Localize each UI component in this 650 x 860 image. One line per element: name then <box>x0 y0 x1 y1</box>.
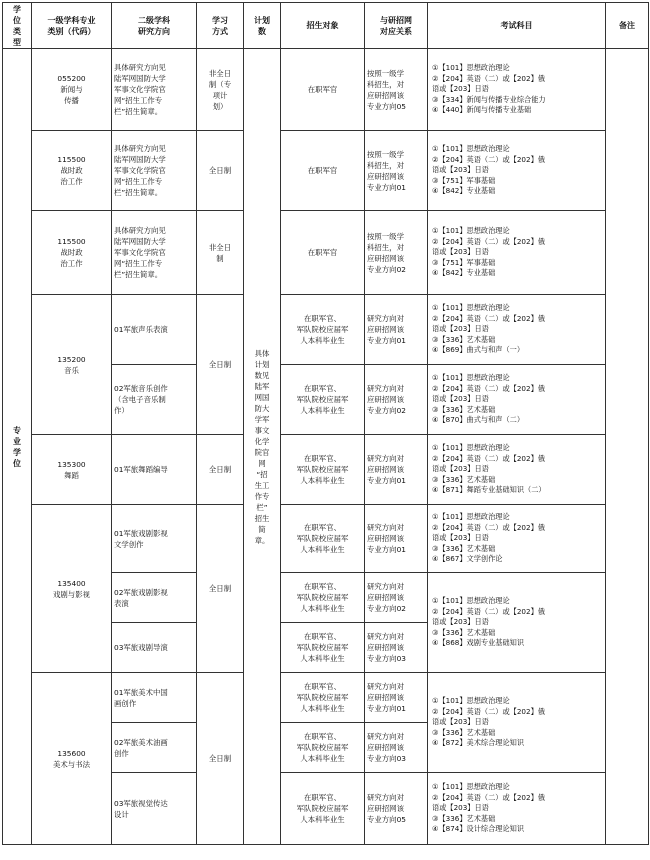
discipline-cell: 055200 新闻与 传播 <box>32 49 112 131</box>
target-cell: 在职军官、 军队院校应届军 人本科毕业生 <box>281 505 365 573</box>
admissions-table <box>2 2 649 845</box>
header-discipline: 一级学科专业 类别（代码） <box>32 3 112 49</box>
mode-cell: 全日制 <box>197 295 244 435</box>
target-cell: 在职军官、 军队院校应届军 人本科毕业生 <box>281 573 365 623</box>
discipline-cell: 115500 战时政 治工作 <box>32 131 112 211</box>
table-row <box>3 295 649 365</box>
plan-cell: 具体 计划 数见 陆军 网国 防大 学军 事文 化学 院官 网 “招 生工 作专 栏” 招生 简 章。 <box>244 49 281 845</box>
target-cell: 在职军官、 军队院校应届军 人本科毕业生 <box>281 673 365 723</box>
header-target: 招生对象 <box>281 3 365 49</box>
relation-cell: 按照一级学 科招生，对 应研招网该 专业方向02 <box>365 211 428 295</box>
target-cell: 在职军官、 军队院校应届军 人本科毕业生 <box>281 295 365 365</box>
direction-cell: 01军旅声乐表演 <box>112 295 197 365</box>
relation-cell: 按照一级学 科招生，对 应研招网该 专业方向05 <box>365 49 428 131</box>
header-row <box>3 3 649 49</box>
relation-cell: 研究方向对 应研招网该 专业方向02 <box>365 573 428 623</box>
table-row <box>3 505 649 573</box>
mode-cell: 全日制 <box>197 435 244 505</box>
mode-cell: 全日制 <box>197 673 244 845</box>
subjects-cell: ①【101】思想政治理论 ②【204】英语（二）或【202】俄 语或【203】日语 ③【336】艺术基础 ④【867】文学创作论 <box>428 505 606 573</box>
subjects-cell: ①【101】思想政治理论 ②【204】英语（二）或【202】俄 语或【203】日语 ③【336】艺术基础 ④【871】舞蹈专业基础知识（二） <box>428 435 606 505</box>
direction-cell: 01军旅美术中国 画创作 <box>112 673 197 723</box>
relation-cell: 研究方向对 应研招网该 专业方向05 <box>365 773 428 845</box>
direction-cell: 具体研究方向见 陆军网国防大学 军事文化学院官 网“招生工作专 栏”招生简章。 <box>112 131 197 211</box>
relation-cell: 研究方向对 应研招网该 专业方向01 <box>365 673 428 723</box>
subjects-cell: ①【101】思想政治理论 ②【204】英语（二）或【202】俄 语或【203】日语 ③【334】新闻与传播专业综合能力 ④【440】新闻与传播专业基础 <box>428 49 606 131</box>
table-row <box>3 49 649 131</box>
target-cell: 在职军官 <box>281 49 365 131</box>
relation-cell: 研究方向对 应研招网该 专业方向01 <box>365 435 428 505</box>
target-cell: 在职军官、 军队院校应届军 人本科毕业生 <box>281 773 365 845</box>
mode-cell: 全日制 <box>197 505 244 673</box>
target-cell: 在职军官、 军队院校应届军 人本科毕业生 <box>281 623 365 673</box>
direction-cell: 具体研究方向见 陆军网国防大学 军事文化学院官 网“招生工作专 栏”招生简章。 <box>112 211 197 295</box>
discipline-cell: 115500 战时政 治工作 <box>32 211 112 295</box>
subjects-cell: ①【101】思想政治理论 ②【204】英语（二）或【202】俄 语或【203】日语 ③【336】艺术基础 ④【872】美术综合理论知识 <box>428 673 606 773</box>
subjects-cell: ①【101】思想政治理论 ②【204】英语（二）或【202】俄 语或【203】日语 ③【336】艺术基础 ④【869】曲式与和声（一） <box>428 295 606 365</box>
relation-cell: 研究方向对 应研招网该 专业方向01 <box>365 505 428 573</box>
mode-cell: 非全日 制（专 项计 划） <box>197 49 244 131</box>
relation-cell: 按照一级学 科招生，对 应研招网该 专业方向01 <box>365 131 428 211</box>
target-cell: 在职军官、 军队院校应届军 人本科毕业生 <box>281 723 365 773</box>
discipline-cell: 135600 美术与书法 <box>32 673 112 845</box>
mode-cell: 非全日 制 <box>197 211 244 295</box>
direction-cell: 02军旅戏剧影视 表演 <box>112 573 197 623</box>
subjects-cell: ①【101】思想政治理论 ②【204】英语（二）或【202】俄 语或【203】日语 ③【751】军事基础 ④【842】专业基础 <box>428 131 606 211</box>
discipline-cell: 135300 舞蹈 <box>32 435 112 505</box>
mode-cell: 全日制 <box>197 131 244 211</box>
target-cell: 在职军官 <box>281 131 365 211</box>
subjects-cell: ①【101】思想政治理论 ②【204】英语（二）或【202】俄 语或【203】日语 ③【336】艺术基础 ④【870】曲式与和声（二） <box>428 365 606 435</box>
category-cell: 专 业 学 位 <box>3 49 32 845</box>
discipline-cell: 135200 音乐 <box>32 295 112 435</box>
header-remarks: 备注 <box>606 3 649 49</box>
header-mode: 学习 方式 <box>197 3 244 49</box>
target-cell: 在职军官 <box>281 211 365 295</box>
direction-cell: 03军旅戏剧导演 <box>112 623 197 673</box>
direction-cell: 03军旅视觉传达 设计 <box>112 773 197 845</box>
target-cell: 在职军官、 军队院校应届军 人本科毕业生 <box>281 435 365 505</box>
discipline-cell: 135400 戏剧与影视 <box>32 505 112 673</box>
table-row <box>3 211 649 295</box>
relation-cell: 研究方向对 应研招网该 专业方向03 <box>365 623 428 673</box>
table-row <box>3 131 649 211</box>
header-direction: 二级学科 研究方向 <box>112 3 197 49</box>
relation-cell: 研究方向对 应研招网该 专业方向01 <box>365 295 428 365</box>
relation-cell: 研究方向对 应研招网该 专业方向02 <box>365 365 428 435</box>
header-plan: 计划 数 <box>244 3 281 49</box>
header-category: 学 位 类 型 <box>3 3 32 49</box>
relation-cell: 研究方向对 应研招网该 专业方向03 <box>365 723 428 773</box>
header-subjects: 考试科目 <box>428 3 606 49</box>
table-row <box>3 435 649 505</box>
table-row <box>3 673 649 723</box>
subjects-cell: ①【101】思想政治理论 ②【204】英语（二）或【202】俄 语或【203】日语 ③【751】军事基础 ④【842】专业基础 <box>428 211 606 295</box>
target-cell: 在职军官、 军队院校应届军 人本科毕业生 <box>281 365 365 435</box>
direction-cell: 02军旅美术油画 创作 <box>112 723 197 773</box>
direction-cell: 01军旅舞蹈编导 <box>112 435 197 505</box>
remarks-cell <box>606 49 649 845</box>
direction-cell: 02军旅音乐创作 （含电子音乐制 作） <box>112 365 197 435</box>
header-relation: 与研招网 对应关系 <box>365 3 428 49</box>
direction-cell: 01军旅戏剧影视 文学创作 <box>112 505 197 573</box>
direction-cell: 具体研究方向见 陆军网国防大学 军事文化学院官 网“招生工作专 栏”招生简章。 <box>112 49 197 131</box>
subjects-cell: ①【101】思想政治理论 ②【204】英语（二）或【202】俄 语或【203】日语 ③【336】艺术基础 ④【868】戏剧专业基础知识 <box>428 573 606 673</box>
subjects-cell: ①【101】思想政治理论 ②【204】英语（二）或【202】俄 语或【203】日语 ③【336】艺术基础 ④【874】设计综合理论知识 <box>428 773 606 845</box>
